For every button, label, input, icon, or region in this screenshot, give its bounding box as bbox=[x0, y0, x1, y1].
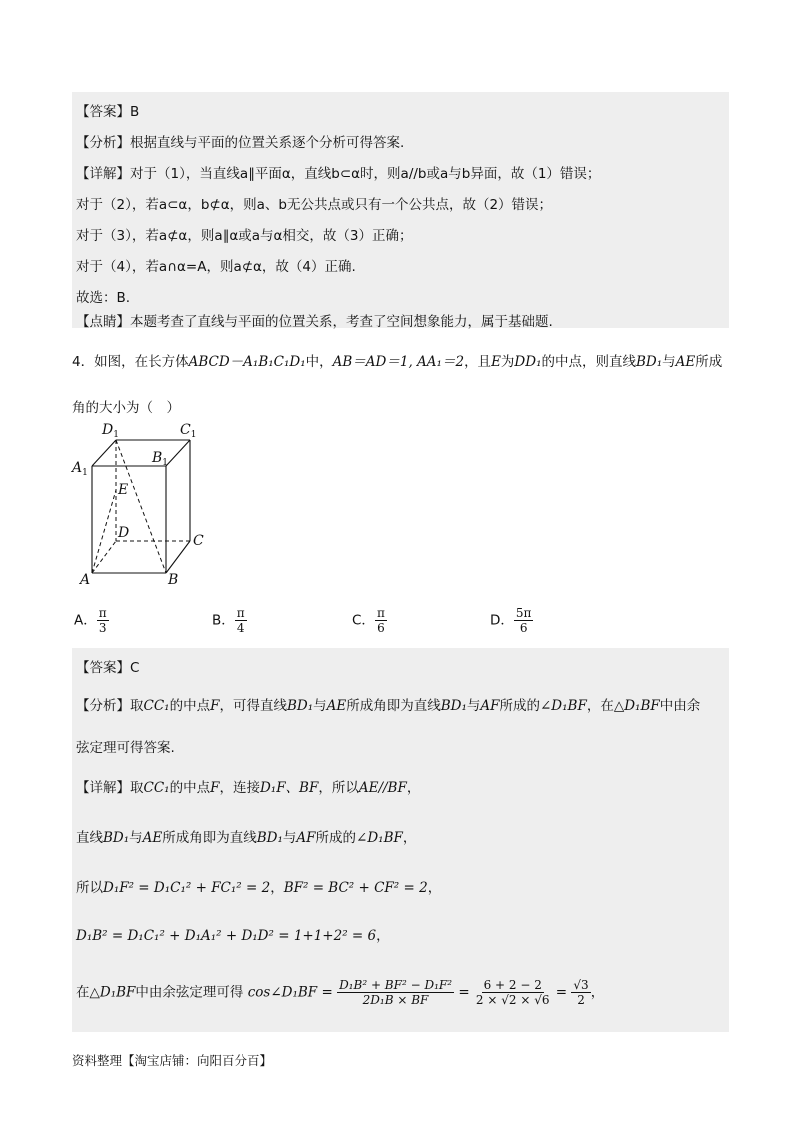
t: 与 bbox=[282, 830, 297, 846]
option-d[interactable] bbox=[490, 606, 533, 635]
detail-text-2: 对于（2），若a⊂α，b⊄α，则a、b无公共点或只有一个公共点，故（2）错误； bbox=[76, 197, 553, 213]
detail-text-3: 对于（3），若a⊄α，则a∥α或a与α相交，故（3）正确； bbox=[76, 228, 413, 244]
q-text: 的中点，则直线 bbox=[541, 354, 636, 370]
answer-tag: 【答案】 bbox=[76, 660, 130, 676]
label-e: E bbox=[118, 482, 129, 498]
label-a1: $A_1$ bbox=[72, 460, 88, 478]
seg-cc1: CC₁ bbox=[143, 780, 170, 796]
q-text: 所成 bbox=[695, 354, 723, 370]
detail-text-4: 对于（4），若a∩α=A，则a⊄α，故（4）正确. bbox=[76, 259, 356, 275]
segments-d1f-bf: D₁F、BF bbox=[259, 780, 319, 796]
solid-name: ABCD－A₁B₁C₁D₁ bbox=[188, 354, 306, 370]
t: ， bbox=[270, 880, 284, 896]
analysis-line-4 bbox=[76, 694, 700, 714]
frac-num: π bbox=[376, 606, 385, 620]
line-af: AF bbox=[296, 830, 316, 846]
option-letter: A． bbox=[74, 612, 97, 629]
detail-line-4c bbox=[76, 876, 441, 896]
t: ， bbox=[427, 880, 442, 896]
angle-d1bf: ∠D₁BF bbox=[540, 698, 587, 714]
option-letter: C． bbox=[352, 612, 375, 629]
cos-fraction-2 bbox=[474, 978, 552, 1007]
comment-text: 本题考查了直线与平面的位置关系，考查了空间想象能力，属于基础题. bbox=[130, 314, 553, 330]
label-b: B bbox=[168, 572, 179, 588]
frac-num: √3 bbox=[573, 978, 589, 992]
frac-den: 2 × √2 × √6 bbox=[475, 993, 550, 1007]
option-letter: B． bbox=[212, 612, 235, 629]
analysis-line-4b bbox=[76, 736, 175, 756]
analysis-tag: 【分析】 bbox=[76, 135, 130, 151]
t: ， bbox=[376, 928, 390, 944]
point-f: F bbox=[210, 698, 220, 714]
point-f: F bbox=[210, 780, 220, 796]
cos-fraction-1 bbox=[337, 978, 454, 1007]
comment-line bbox=[76, 310, 553, 330]
point-e: E bbox=[491, 354, 501, 370]
question-number: 4．如图，在长方体 bbox=[72, 354, 189, 370]
equation-d1b: D₁B² = D₁C₁² + D₁A₁² + D₁D² = 1+1+2² = 6 bbox=[76, 928, 377, 944]
t: ，连接 bbox=[219, 780, 260, 796]
frac-num: π bbox=[98, 606, 107, 620]
option-letter: D． bbox=[490, 612, 514, 629]
answer-line-4 bbox=[76, 656, 139, 676]
comment-tag: 【点睛】 bbox=[76, 314, 130, 330]
line-bd1: BD₁ bbox=[103, 830, 130, 846]
frac-den: 6 bbox=[519, 621, 528, 635]
t: ，所以 bbox=[318, 780, 359, 796]
label-c: C bbox=[193, 533, 204, 549]
question-prompt: 角的大小为（ ） bbox=[72, 400, 180, 416]
label-d: D bbox=[118, 525, 130, 541]
line-bd1: BD₁ bbox=[256, 830, 283, 846]
frac-den: 2D₁B × BF bbox=[362, 993, 429, 1007]
t: ， bbox=[590, 984, 605, 1001]
prism-figure bbox=[66, 418, 216, 590]
q-text: 与 bbox=[662, 354, 676, 370]
detail-line-4e bbox=[76, 978, 604, 1007]
label-b1: $B_1$ bbox=[152, 450, 169, 468]
answer-value: B bbox=[130, 104, 140, 120]
t: 所成角即为直线 bbox=[346, 698, 441, 714]
t: 的中点 bbox=[169, 780, 211, 796]
question-4-line-2 bbox=[72, 396, 180, 416]
detail-line-2 bbox=[76, 193, 552, 213]
detail-line-4 bbox=[76, 255, 356, 275]
q-text: 中， bbox=[305, 354, 333, 370]
line-ae: AE bbox=[675, 354, 696, 370]
footer-text: 资料整理【淘宝店铺：向阳百分百】 bbox=[72, 1053, 273, 1068]
answer-tag: 【答案】 bbox=[76, 104, 130, 120]
t: 与 bbox=[466, 698, 481, 714]
analysis-line bbox=[76, 131, 404, 151]
label-c1: $C_1$ bbox=[180, 422, 197, 440]
detail-line-3 bbox=[76, 224, 413, 244]
t: 的中点 bbox=[169, 698, 211, 714]
condition: AB＝AD＝1, AA₁＝2 bbox=[332, 354, 465, 370]
line-bd1: BD₁ bbox=[440, 698, 467, 714]
option-c[interactable] bbox=[352, 606, 387, 635]
choice-text: 故选：B. bbox=[76, 290, 131, 306]
t: 取 bbox=[130, 780, 144, 796]
seg-cc1: CC₁ bbox=[143, 698, 170, 714]
question-4-line-1 bbox=[72, 350, 722, 370]
triangle-d1bf: △D₁BF bbox=[89, 984, 136, 1001]
detail-tag: 【详解】 bbox=[76, 780, 130, 796]
q-text: ，且 bbox=[464, 354, 492, 370]
eq-sign: = bbox=[458, 984, 470, 1001]
line-bd1: BD₁ bbox=[286, 698, 314, 714]
detail-line-4a bbox=[76, 776, 420, 796]
frac-num: 5π bbox=[515, 606, 532, 620]
t: 中由余 bbox=[659, 698, 701, 714]
frac-num: 6 + 2 − 2 bbox=[483, 978, 542, 992]
t: 所成角即为直线 bbox=[162, 830, 257, 846]
frac-den: 4 bbox=[236, 621, 245, 635]
choice-line bbox=[76, 286, 130, 306]
frac-den: 3 bbox=[98, 621, 107, 635]
parallel-ae-bf: AE//BF bbox=[358, 780, 407, 796]
label-a: A bbox=[80, 572, 91, 588]
frac-den: 2 bbox=[577, 993, 585, 1007]
t: 与 bbox=[313, 698, 327, 714]
t: ，可得直线 bbox=[219, 698, 287, 714]
q-text: 为 bbox=[500, 354, 515, 370]
analysis-tag: 【分析】 bbox=[76, 698, 130, 714]
t: 取 bbox=[130, 698, 144, 714]
detail-text-1: 对于（1），当直线a∥平面α，直线b⊂α时，则a//b或a与b异面，故（1）错误； bbox=[130, 166, 601, 182]
line-ae: AE bbox=[326, 698, 347, 714]
eq-sign: = bbox=[555, 984, 568, 1001]
answer-line bbox=[76, 100, 139, 120]
t: 直线 bbox=[76, 830, 103, 846]
line-bd1: BD₁ bbox=[635, 354, 663, 370]
angle-d1bf: ∠D₁BF bbox=[356, 830, 403, 846]
t: 在 bbox=[76, 984, 90, 1001]
cos-fraction-3 bbox=[571, 978, 590, 1007]
t: 所成的 bbox=[499, 698, 540, 714]
detail-tag: 【详解】 bbox=[76, 166, 130, 182]
t: 中由余弦定理可得 bbox=[135, 984, 244, 1001]
frac-den: 6 bbox=[377, 621, 385, 635]
detail-line-4b bbox=[76, 826, 416, 846]
line-ae: AE bbox=[142, 830, 163, 846]
frac-num: D₁B² + BF² − D₁F² bbox=[339, 978, 453, 992]
answer-value: C bbox=[130, 660, 140, 676]
analysis-text: 根据直线与平面的位置关系逐个分析可得答案. bbox=[130, 135, 405, 151]
detail-line-1 bbox=[76, 162, 600, 182]
triangle-d1bf: △D₁BF bbox=[613, 698, 660, 714]
cos-lhs: cos∠D₁BF = bbox=[247, 984, 333, 1001]
segment-dd1: DD₁ bbox=[514, 354, 542, 370]
equation-bf: BF² = BC² + CF² = 2 bbox=[283, 880, 428, 896]
option-b[interactable] bbox=[212, 606, 247, 635]
option-a[interactable] bbox=[74, 606, 109, 635]
t: 与 bbox=[129, 830, 143, 846]
t: ，在 bbox=[586, 698, 614, 714]
option-fraction bbox=[97, 606, 109, 635]
line-af: AF bbox=[480, 698, 500, 714]
option-fraction bbox=[375, 606, 387, 635]
equation-d1f: D₁F² = D₁C₁² + FC₁² = 2 bbox=[103, 880, 271, 896]
t: ， bbox=[402, 830, 417, 846]
t: 所以 bbox=[76, 880, 103, 896]
frac-num: π bbox=[236, 606, 245, 620]
t: 弦定理可得答案. bbox=[76, 740, 175, 756]
option-fraction bbox=[514, 606, 534, 635]
t: ， bbox=[406, 780, 421, 796]
label-d1: $D_1$ bbox=[102, 422, 119, 440]
detail-line-4d bbox=[76, 924, 390, 944]
option-fraction bbox=[235, 606, 247, 635]
t: 所成的 bbox=[315, 830, 357, 846]
